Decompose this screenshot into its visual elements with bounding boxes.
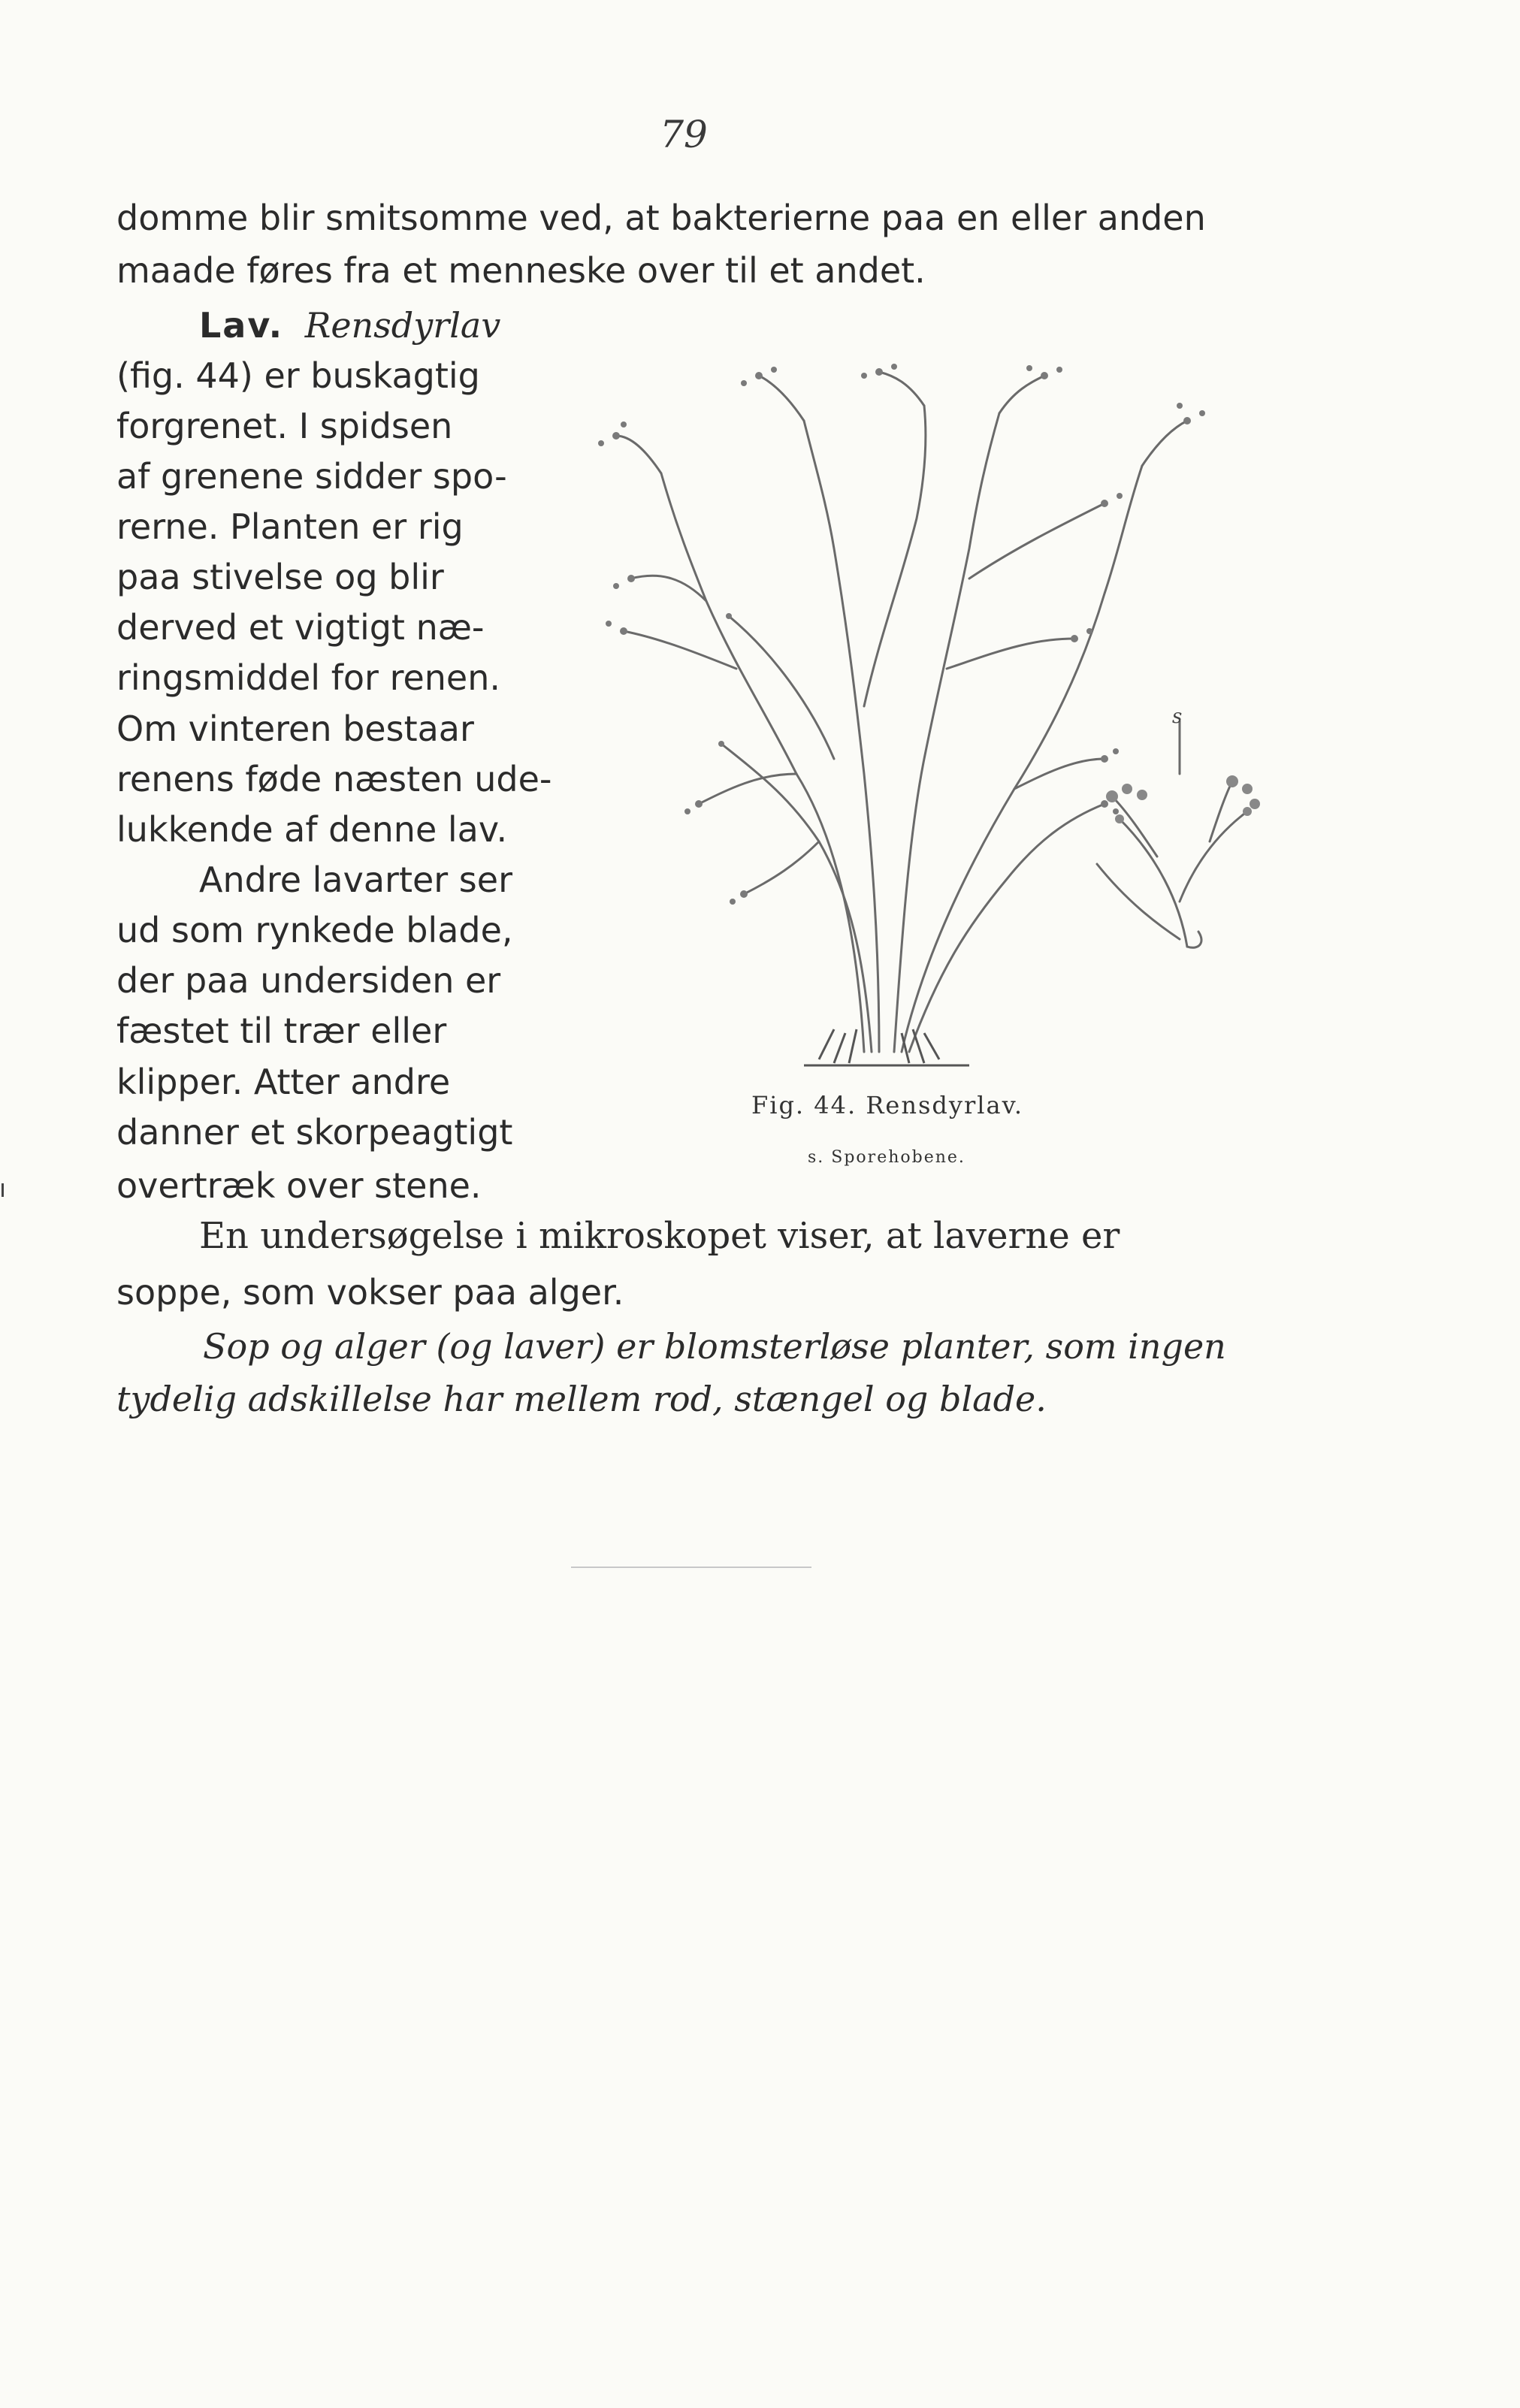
figure-caption: Fig. 44. Rensdyrlav. bbox=[751, 1091, 1024, 1119]
text-line: En undersøgelse i mikroskopet viser, at laverne er bbox=[199, 1215, 1120, 1257]
text-line: forgrenet. I spidsen bbox=[116, 406, 453, 446]
text-line: Andre lavarter ser bbox=[199, 860, 512, 900]
text-line: maade føres fra et menneske over til et andet. bbox=[116, 250, 926, 291]
text-line: paa stivelse og blir bbox=[116, 557, 444, 597]
text-line: renens føde næsten ude- bbox=[116, 759, 552, 799]
text-line-content: domme blir smitsomme ved, at bakterierne paa en eller anden bbox=[116, 198, 1206, 238]
figure-label-s: s bbox=[1172, 706, 1183, 728]
text-line: derved et vigtigt næ- bbox=[116, 607, 485, 648]
text-line: (fig. 44) er buskagtig bbox=[116, 355, 480, 396]
text-line: soppe, som vokser paa alger. bbox=[116, 1272, 624, 1313]
italic-summary-line: tydelig adskillelse har mellem rod, stængel og blade. bbox=[116, 1379, 1047, 1419]
text-line: danner et skorpeagtigt bbox=[116, 1112, 513, 1153]
text-line: fæstet til trær eller bbox=[116, 1011, 447, 1051]
italic-summary-line: Sop og alger (og laver) er blomsterløse planter, som ingen bbox=[203, 1326, 1226, 1367]
spore-detail-illustration bbox=[1067, 706, 1292, 977]
text-line: lukkende af denne lav. bbox=[116, 809, 508, 850]
text-line: Om vinteren bestaar bbox=[116, 709, 474, 749]
edge-mark bbox=[2, 1183, 4, 1197]
text-line: overtræk over stene. bbox=[116, 1165, 482, 1206]
text-line: af grenene sidder spo- bbox=[116, 456, 507, 497]
end-rule bbox=[571, 1567, 811, 1568]
page-number: 79 bbox=[660, 113, 708, 156]
text-line: der paa undersiden er bbox=[116, 960, 501, 1001]
text-line: rerne. Planten er rig bbox=[116, 506, 464, 547]
section-heading bbox=[199, 303, 500, 348]
heading-lav: Lav. bbox=[199, 305, 284, 346]
text-line bbox=[116, 195, 1259, 240]
figure-subcaption: s. Sporehobene. bbox=[808, 1148, 965, 1167]
text-line: ringsmiddel for renen. bbox=[116, 657, 501, 698]
text-line: klipper. Atter andre bbox=[116, 1062, 451, 1102]
heading-species: Rensdyrlav bbox=[304, 305, 501, 346]
text-line: ud som rynkede blade, bbox=[116, 910, 513, 950]
